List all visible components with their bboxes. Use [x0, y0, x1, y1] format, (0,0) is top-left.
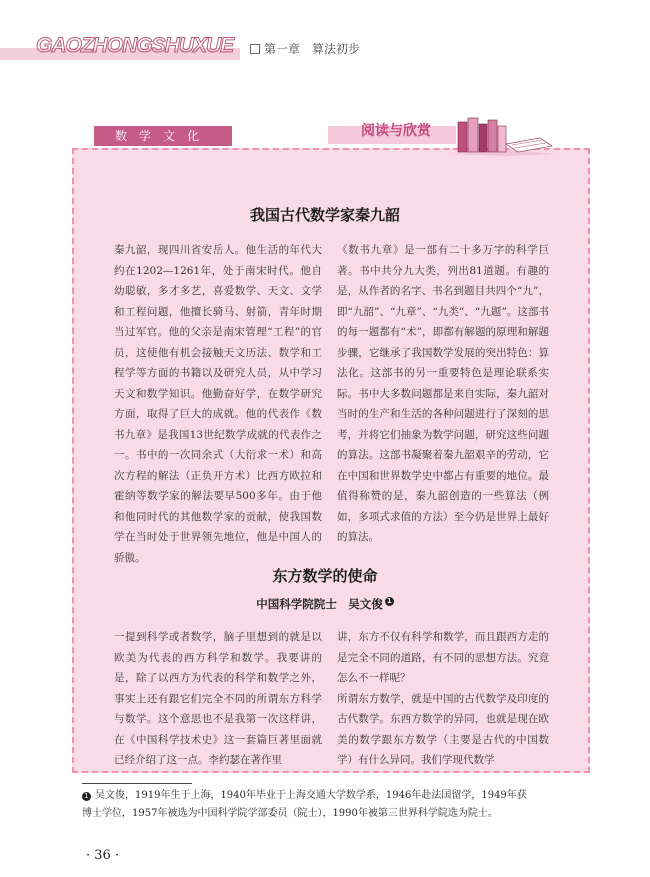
footnote-divider — [82, 783, 192, 784]
article2-col-left: 一提到科学或者数学，脑子里想到的就是以欧美为代表的西方科学和数学。我要讲的是，除了以西方为代表的科学和数学之外，事实上还有跟它们完全不同的所谓东方科学与数学。这个意思也不是我第一次这样讲，在《中国科学技术史》这一套篇巨著里面就已经介绍了这一点。李约瑟在著作里 — [114, 631, 322, 766]
article1-col-right: 《数书九章》是一部有二十多万字的科学巨著。书中共分九大类，列出81道题。有趣的是，从作者的名字、书名到题目共四个“九”，即“九韶”、“九章”、“九类”、“九题”。这部书的每一题都有“术”，即都有解题的原理和解题步骤，它继承了我国数学发展的突出特色：算法化。这部书的另一重要特色是理论联系实际。书中大多数问题都是来自实际，秦九韶对当时的生产和生活的各种问题进行了深刻的思考，并将它们抽象为数学问题，研究这些问题的算法。这部书凝聚着秦九韶艰辛的劳动，它在中国和世界数学史中都占有重要的地位。最值得称赞的是，秦九韶创造的一些算法（例如，多项式求值的方法）至今仍是世界上最好的算法。 — [337, 244, 549, 543]
article1-col-left: 秦九韶，现四川省安岳人。他生活的年代大约在1202—1261年，处于南宋时代。他自幼聪敏，多才多艺，喜爱数学、天文、文学和工程问题，他擅长骑马、射箭，青年时期当过军官。他的父亲是南宋管理“工程”的官员，这使他有机会接触天文历法、数学和工程学等方面的书籍以及研究人员，从中学习天文和数学知识。他勤奋好学，在数学研究方面，取得了巨大的成就。他的代表作《数书九章》是我国13世纪数学成就的代表作之一。书中的一次同余式（大衍求一术）和高次方程的解法（正负开方术）比西方欧拉和霍纳等数学家的解法要早500多年。由于他和他同时代的其他数学家的贡献，使我国数学在当时处于世界领先地位，他是中国人的骄傲。 — [114, 244, 322, 564]
chapter-number: 第一章 — [264, 42, 301, 56]
section-tab-left: 数学文化 — [94, 126, 232, 146]
footnote-text: 吴文俊，1919年生于上海，1940年毕业于上海交通大学数学系，1946年赴法国留学，1949年获博士学位，1957年被选为中国科学院学部委员（院士），1990年被第三世界科学院选为院士。 — [82, 790, 527, 819]
series-logo: GAOZHONGSHUXUE — [36, 34, 234, 57]
article2-title: 东方数学的使命 — [272, 567, 378, 585]
chapter-square-icon — [250, 44, 260, 54]
author-name: 中国科学院院士 吴文俊 — [256, 597, 383, 611]
books-icon — [448, 114, 558, 156]
section-tab-right: 阅读与欣赏 — [361, 123, 431, 139]
chapter-title: 算法初步 — [312, 42, 361, 56]
article2-byline — [0, 596, 650, 612]
page-number: · 36 · — [86, 848, 120, 863]
footnote — [82, 787, 532, 823]
footnote-reference[interactable]: 1 — [385, 597, 394, 606]
article1-title: 我国古代数学家秦九韶 — [249, 206, 400, 224]
footnote-marker: 1 — [82, 792, 91, 801]
chapter-heading — [264, 40, 372, 57]
article2-col-right: 讲，东方不仅有科学和数学，而且跟西方走的是完全不同的道路，有不同的思想方法。究竟怎么不一样呢？ 所谓东方数学，就是中国的古代数学及印度的古代数学。东西方数学的异同，也就是现在欧美的数学跟东方数学（主要是古代的中国数学）有什么异同。我们学现代数学 — [337, 631, 549, 766]
